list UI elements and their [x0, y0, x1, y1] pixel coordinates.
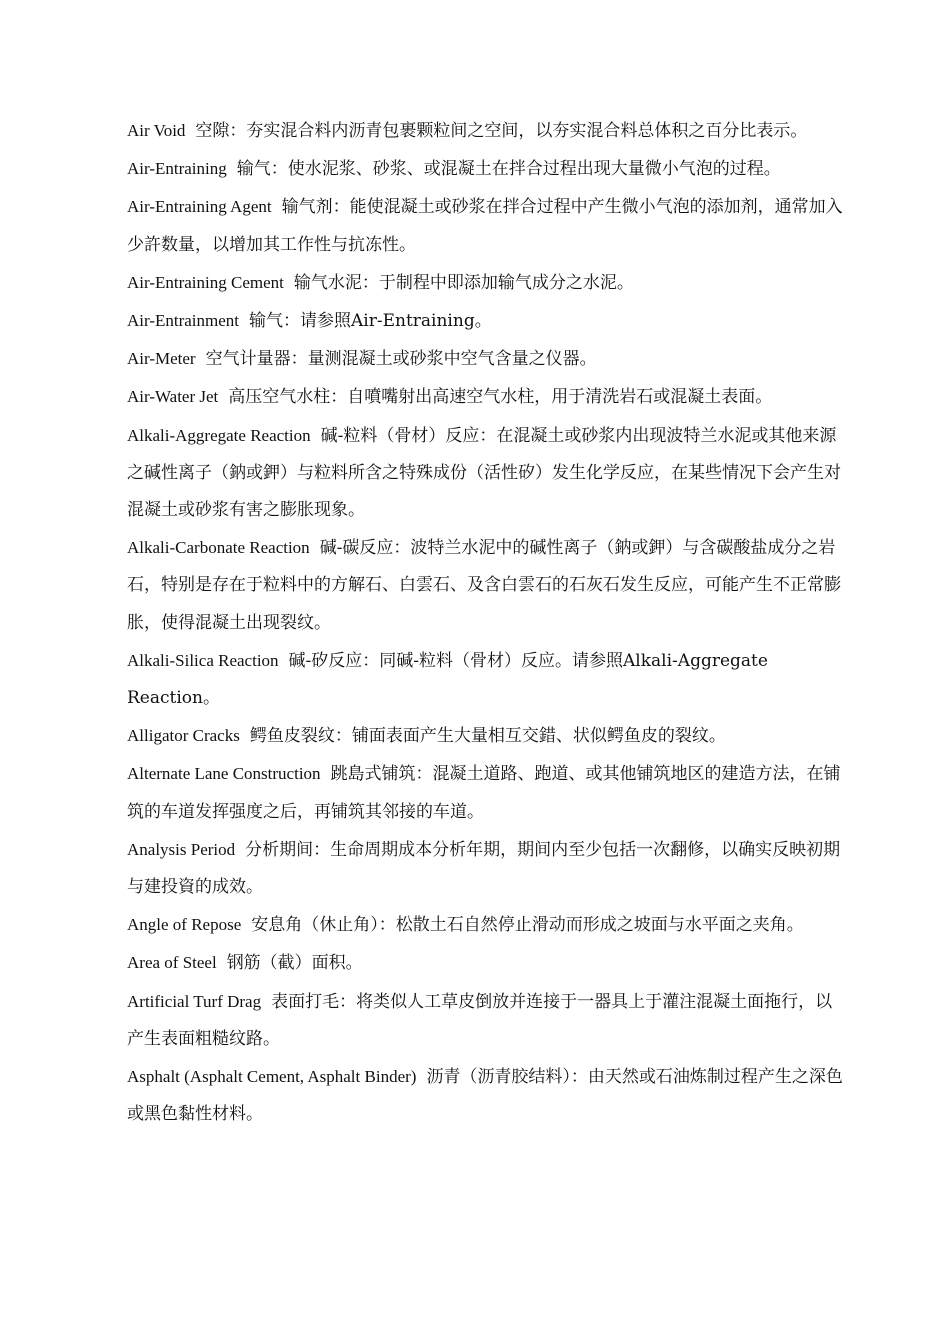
- entry-term: Alkali-Aggregate Reaction: [127, 425, 311, 445]
- entry-definition: 碱-碳反应：波特兰水泥中的碱性离子（鈉或鉀）与含碳酸盐成分之岩石，特别是存在于粒料中的方解石、白雲石、及含白雲石的石灰石发生反应，可能产生不正常膨胀，使得混凝土出现裂纹。: [127, 538, 841, 633]
- glossary-entry: [127, 944, 843, 982]
- entry-definition: 碱-矽反应：同碱-粒料（骨材）反应。请参照Alkali-Aggregate Reaction。: [127, 650, 768, 709]
- entry-definition: 输气水泥：于制程中即添加输气成分之水泥。: [293, 272, 634, 293]
- entry-definition: 输气：请参照Air-Entraining。: [249, 311, 492, 332]
- entry-term: Alkali-Silica Reaction: [127, 650, 279, 670]
- entry-definition: 分析期间：生命周期成本分析年期，期间内至少包括一次翻修，以确实反映初期与建投資的成效。: [127, 839, 841, 898]
- entry-definition: 碱-粒料（骨材）反应：在混凝土或砂浆内出现波特兰水泥或其他来源之碱性离子（鈉或鉀）与粒料所含之特殊成份（活性矽）发生化学反应，在某些情况下会产生对混凝土或砂浆有害之膨胀现象。: [127, 425, 841, 521]
- entry-term: Alligator Cracks: [127, 726, 240, 746]
- glossary-entry: [127, 755, 843, 830]
- entry-definition: 输气：使水泥浆、砂浆、或混凝土在拌合过程出现大量微小气泡的过程。: [236, 159, 781, 180]
- entry-term: Air-Meter: [127, 349, 196, 369]
- entry-term: Analysis Period: [127, 839, 236, 859]
- glossary-entry: [127, 340, 843, 378]
- entry-definition: 钢筋（截）面积。: [226, 953, 363, 974]
- entry-term: Air-Entraining Agent: [127, 197, 272, 217]
- glossary-entry: [127, 1058, 843, 1133]
- glossary-entry: [127, 302, 843, 340]
- entry-term: Air-Entraining: [127, 159, 227, 179]
- entry-term: Alkali-Carbonate Reaction: [127, 538, 310, 558]
- entry-definition: 鳄鱼皮裂纹：铺面表面产生大量相互交錯、状似鳄鱼皮的裂纹。: [249, 726, 726, 747]
- glossary-entry: [127, 378, 843, 416]
- glossary-entry: [127, 264, 843, 302]
- entry-definition: 安息角（休止角）：松散土石自然停止滑动而形成之坡面与水平面之夹角。: [251, 915, 804, 936]
- glossary-entry: [127, 529, 843, 642]
- entry-term: Alternate Lane Construction: [127, 764, 321, 784]
- entry-definition: 空隙：夯实混合料内沥青包裹颗粒间之空间，以夯实混合料总体积之百分比表示。: [195, 121, 808, 141]
- glossary-entry: [127, 188, 843, 263]
- glossary-entry: [127, 983, 843, 1058]
- entry-term: Asphalt (Asphalt Cement, Asphalt Binder): [127, 1067, 417, 1087]
- entry-definition: 跳島式铺筑：混凝土道路、跑道、或其他铺筑地区的建造方法，在铺筑的车道发挥强度之后，再铺筑其邻接的车道。: [127, 764, 841, 822]
- entry-definition: 表面打毛：将类似人工草皮倒放并连接于一器具上于灌注混凝土面拖行，以产生表面粗糙纹路。: [127, 991, 833, 1049]
- entry-term: Area of Steel: [127, 953, 217, 973]
- entry-definition: 空气计量器：量测混凝土或砂浆中空气含量之仪器。: [205, 349, 597, 370]
- glossary-entry: [127, 150, 843, 188]
- glossary-entry: [127, 831, 843, 906]
- glossary-entry: [127, 417, 843, 530]
- entry-term: Air-Water Jet: [127, 387, 219, 407]
- entry-term: Air Void: [127, 121, 186, 140]
- entry-term: Artificial Turf Drag: [127, 991, 262, 1011]
- glossary-entry: [127, 112, 843, 150]
- glossary-page: [127, 112, 843, 1133]
- entry-definition: 输气剂：能使混凝土或砂浆在拌合过程中产生微小气泡的添加剂，通常加入少許数量，以增加其工作性与抗冻性。: [127, 197, 843, 255]
- entry-term: Angle of Repose: [127, 915, 242, 935]
- glossary-entry: [127, 717, 843, 755]
- entry-term: Air-Entraining Cement: [127, 272, 284, 292]
- entry-definition: 高压空气水柱：自噴嘴射出高速空气水柱，用于清洗岩石或混凝土表面。: [228, 387, 773, 408]
- glossary-entry: [127, 906, 843, 944]
- glossary-entry: [127, 642, 843, 717]
- entry-definition: 沥青（沥青胶结料）：由天然或石油炼制过程产生之深色或黑色黏性材料。: [127, 1067, 843, 1125]
- entry-term: Air-Entrainment: [127, 311, 240, 331]
